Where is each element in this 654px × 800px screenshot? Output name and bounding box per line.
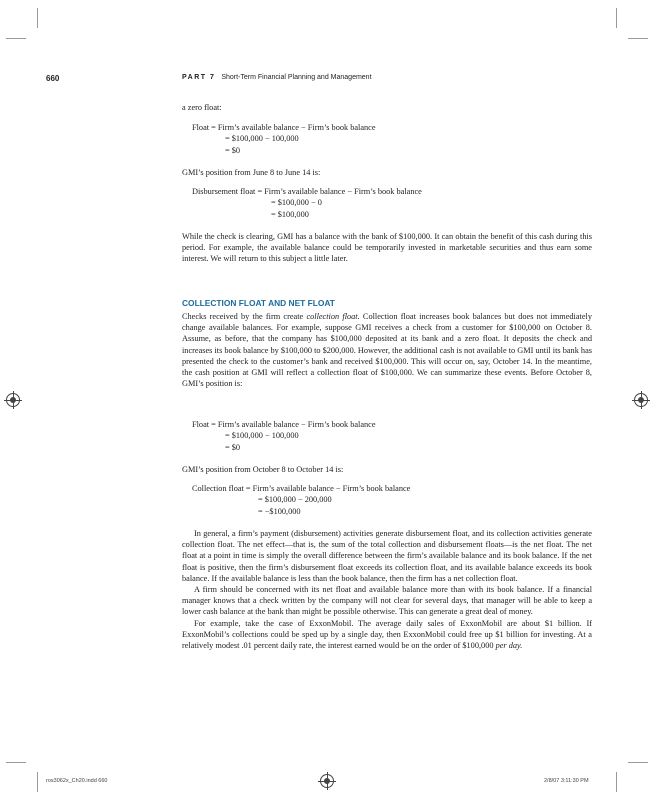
running-header-part: PART 7: [182, 74, 216, 81]
registration-mark-icon: [320, 774, 334, 788]
crop-mark: [616, 8, 617, 28]
crop-mark: [628, 38, 648, 39]
running-header-title: Short-Term Financial Planning and Management: [221, 74, 372, 81]
equation-collection-float: [192, 483, 410, 517]
gmi-june-line: GMI’s position from June 8 to June 14 is:: [182, 168, 321, 177]
equation-disbursement-float: [192, 186, 422, 220]
paragraph-net-float: In general, a firm’s payment (disbursement) activities generate disbursement float, and its collection activities generate collection float. The net effect—that is, the sum of the total collection and disbursement floats—is the net float. The net float at a point in time is simply the overall difference between the firm’s available balance and its book balance. If the net float is positive, then the firm’s disbursement float exceeds its collection float, and its available balance exceeds its book balance. If the available balance is less than the book balance, then the firm has a net collection float. A firm should be concerned with its net float and available balance more than with its book balance. If a financial manager knows that a check written by the company will not clear for several days, that manager will be able to keep a lower cash balance at the bank than might be possible otherwise. This can generate a great deal of money. For example, take the case of ExxonMobil. The average daily sales of ExxonMobil are about $1 billion. If ExxonMobil’s collections could be sped up by a single day, then ExxonMobil could free up $1 billion for investing. At a relatively modest .01 percent daily rate, the interest earned would be on the order of $100,000 per day.: [182, 529, 592, 651]
paragraph-concerned: A firm should be concerned with its net float and available balance more than with its book balance. If a financial manager knows that a check written by the company will not clear for several days, that manager will be able to keep a lower cash balance at the bank than might be possible otherwise. This can generate a great deal of money.: [182, 585, 592, 617]
paragraph-collection-float: Checks received by the firm create collection float. Collection float increases book balances but does not immediately change available balances. For example, suppose GMI receives a check from a customer for $100,000 on October 8. Assume, as before, that the company has $100,000 deposited at its bank and a zero float. It deposits the check and increases its book balance by $100,000 to $200,000. However, the additional cash is not available to GMI until its bank has presented the check to the customer’s bank and received $100,000. This will occur on, say, October 14. In the meantime, the cash position at GMI will reflect a collection float of $100,000. We can summarize these events. Before October 8, GMI’s position is:: [182, 312, 592, 389]
crop-mark: [628, 762, 648, 763]
equation-line: = $0: [225, 442, 241, 452]
equation-line: = $100,000: [271, 209, 309, 219]
paragraph-clearing: While the check is clearing, GMI has a balance with the bank of $100,000. It can obtain the benefit of this cash during this period. For example, the available balance could be temporarily invested in marketable securities and thus earn some interest. We will return to this subject a little later.: [182, 232, 592, 264]
registration-mark-icon: [6, 393, 20, 407]
equation-line: Float = Firm’s available balance − Firm’s book balance: [192, 420, 376, 429]
equation-zero-float: [192, 122, 376, 156]
equation-line: = $0: [225, 145, 241, 155]
equation-line: = $100,000 − 100,000: [225, 431, 299, 441]
equation-line: = $100,000 − 0: [271, 198, 322, 208]
crop-mark: [616, 772, 617, 792]
paragraph-exxonmobil: For example, take the case of ExxonMobil. The average daily sales of ExxonMobil are about $1 billion. If ExxonMobil’s collections could be sped up by a single day, then ExxonMobil could free up $1 billion for investing. At a relatively modest .01 percent daily rate, the interest earned would be on the order of $100,000 per day.: [182, 618, 592, 651]
section-heading: COLLECTION FLOAT AND NET FLOAT: [182, 298, 335, 308]
page-number: 660: [46, 74, 60, 83]
equation-line: Float = Firm’s available balance − Firm’s book balance: [192, 123, 376, 132]
equation-line: = $100,000 − 100,000: [225, 134, 299, 144]
intro-line: a zero float:: [182, 103, 222, 112]
footer-file-name: ros3062x_Ch20.indd 660: [46, 778, 108, 784]
registration-mark-icon: [634, 393, 648, 407]
footer-timestamp: 2/8/07 3:11:30 PM: [544, 778, 589, 784]
crop-mark: [37, 772, 38, 792]
equation-line: Collection float = Firm’s available balance − Firm’s book balance: [192, 484, 411, 493]
equation-line: = $100,000 − 200,000: [258, 495, 332, 505]
running-header: [182, 74, 372, 81]
equation-float-october: [192, 419, 376, 453]
equation-line: = −$100,000: [258, 506, 301, 516]
term-collection-float: collection float.: [306, 312, 360, 321]
crop-mark: [6, 762, 26, 763]
equation-line: Disbursement float = Firm’s available balance − Firm’s book balance: [192, 187, 422, 196]
gmi-october-line: GMI’s position from October 8 to October 14 is:: [182, 465, 344, 474]
crop-mark: [37, 8, 38, 28]
crop-mark: [6, 38, 26, 39]
